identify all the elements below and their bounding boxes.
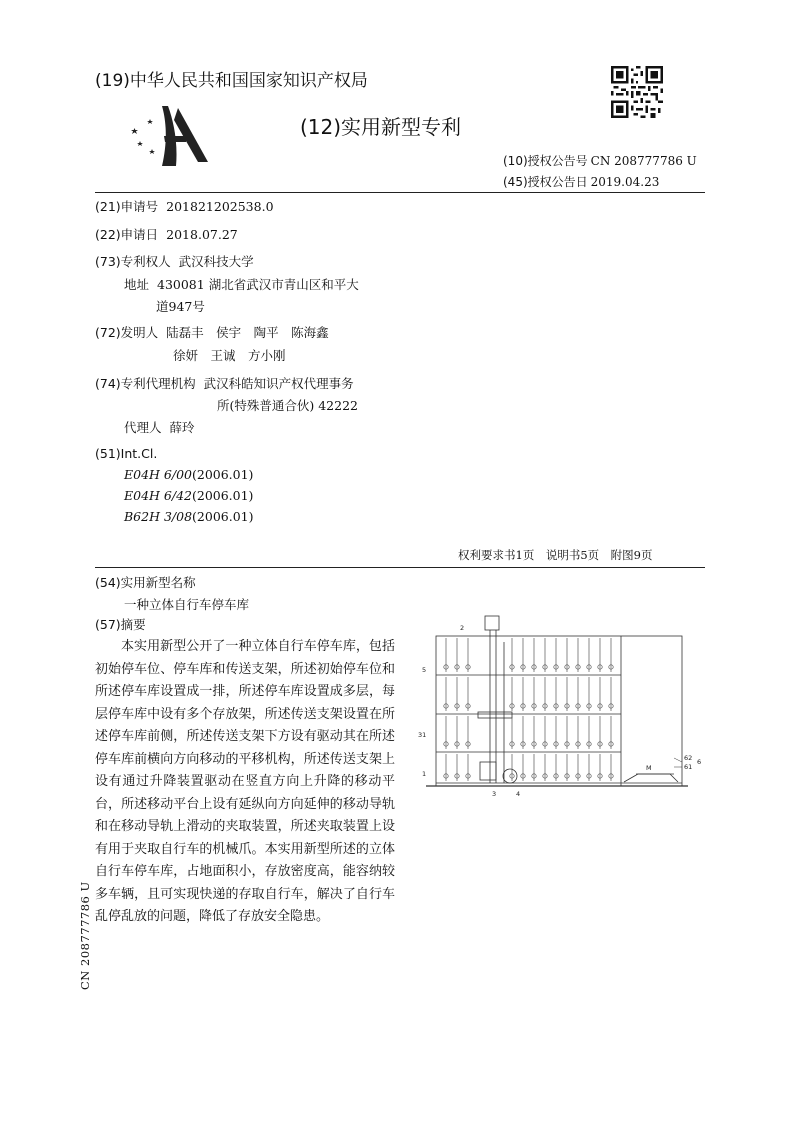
page-counts: 权利要求书1页 说明书5页 附图9页: [458, 548, 653, 562]
agency-line-1: 武汉科皓知识产权代理事务: [203, 376, 354, 391]
inventors-line-2: 徐妍 王诚 方小刚: [173, 348, 286, 363]
abstract-figure: [416, 612, 706, 812]
address-label: 地址: [124, 277, 150, 292]
figure-label: 2: [460, 624, 465, 632]
inventors-line-1: 陆磊丰 侯宇 陶平 陈海鑫: [166, 325, 329, 340]
ipc-code: E04H 6/00: [124, 467, 192, 482]
utility-model-title: 一种立体自行车停车库: [124, 597, 250, 612]
ipc-code: E04H 6/42: [124, 488, 192, 503]
lift-motor: [485, 616, 499, 630]
pub-date-label: (45)授权公告日: [503, 175, 588, 189]
section-divider: [95, 567, 705, 568]
application-number-label: (21)申请号: [95, 199, 159, 214]
patentee-row: [95, 252, 254, 270]
figure-label: 6: [697, 758, 702, 766]
pub-number: CN 208777786 U: [590, 154, 697, 168]
side-publication-code: CN 208777786 U: [78, 881, 92, 990]
ipc-entry: [124, 467, 253, 482]
figure-label: 31: [418, 731, 427, 739]
filing-date-row: [95, 225, 238, 243]
ipc-entry: [124, 509, 254, 524]
moving-platform: [478, 712, 512, 718]
title-label: (54)实用新型名称: [95, 575, 196, 590]
ipc-version: (2006.01): [192, 509, 254, 524]
inventors-row: [95, 323, 329, 341]
figure-label: 61: [684, 763, 693, 771]
agent-label: 代理人: [124, 420, 162, 435]
figure-label: 4: [516, 790, 521, 798]
abstract-label: (57)摘要: [95, 617, 146, 632]
pub-number-label: (10)授权公告号: [503, 154, 588, 168]
abstract-text: 本实用新型公开了一种立体自行车停车库，包括初始停车位、停车库和传送支架，所述初始停车位和所述停车库设置成一排，所述停车库设置成多层，每层停车库中设有多个存放架，所述传送支架设置在所述停车库前侧，所述传送支架下方设有驱动其在所述停车库前横向方向移动的平移机构，所述传送支架上设有通过升降装置驱动在竖直方向上升降的移动平台，所述移动平台上设有延纵向方向延伸的移动导轨和在移动导轨上滑动的夹取装置，所述夹取装置上设有用于夹取自行车的机械爪。本实用新型所述的立体自行车停车库，占地面积小，存放密度高，能容纳较多车辆，且可实现快递的存取自行车，解决了自行车乱停乱放的问题，降低了存放安全隐患。: [95, 639, 395, 924]
agent-row: [124, 418, 195, 436]
ipc-code: B62H 3/08: [124, 509, 193, 524]
header-divider: [95, 192, 705, 193]
agent: 薛玲: [169, 420, 195, 435]
figure-label: M: [646, 764, 652, 772]
ipc-version: (2006.01): [191, 467, 254, 482]
figure-label: 1: [422, 770, 427, 778]
gripper: [480, 762, 496, 780]
application-number: 201821202538.0: [166, 199, 274, 214]
figure-label: 3: [492, 790, 497, 798]
address-row: [124, 275, 359, 293]
filing-date-label: (22)申请日: [95, 227, 159, 242]
application-number-row: [95, 197, 274, 215]
ipc-entry: [124, 488, 253, 503]
agency-row: [95, 374, 354, 392]
patentee-label: (73)专利权人: [95, 254, 171, 269]
pub-date: 2019.04.23: [590, 175, 660, 189]
agency-label: (74)专利代理机构: [95, 376, 196, 391]
initial-spot-ramp: [624, 774, 678, 782]
qr-code: [611, 66, 663, 118]
patent-type-title: (12)实用新型专利: [300, 115, 462, 139]
inventors-label: (72)发明人: [95, 325, 159, 340]
figure-label: 5: [422, 666, 427, 674]
ipc-label: (51)Int.Cl.: [95, 446, 158, 461]
pub-date-row: [503, 173, 659, 190]
figure-label: 62: [684, 754, 693, 762]
ipc-version: (2006.01): [191, 488, 254, 503]
patentee: 武汉科技大学: [178, 254, 254, 269]
address-line-2: 道947号: [156, 299, 205, 314]
filing-date: 2018.07.27: [166, 227, 238, 242]
office-name: (19)中华人民共和国国家知识产权局: [95, 71, 368, 91]
pub-number-row: [503, 152, 697, 169]
cnipa-emblem-logo: [128, 100, 214, 170]
agency-line-2: 所(特殊普通合伙) 42222: [217, 398, 358, 413]
address-line-1: 430081 湖北省武汉市青山区和平大: [157, 277, 359, 292]
